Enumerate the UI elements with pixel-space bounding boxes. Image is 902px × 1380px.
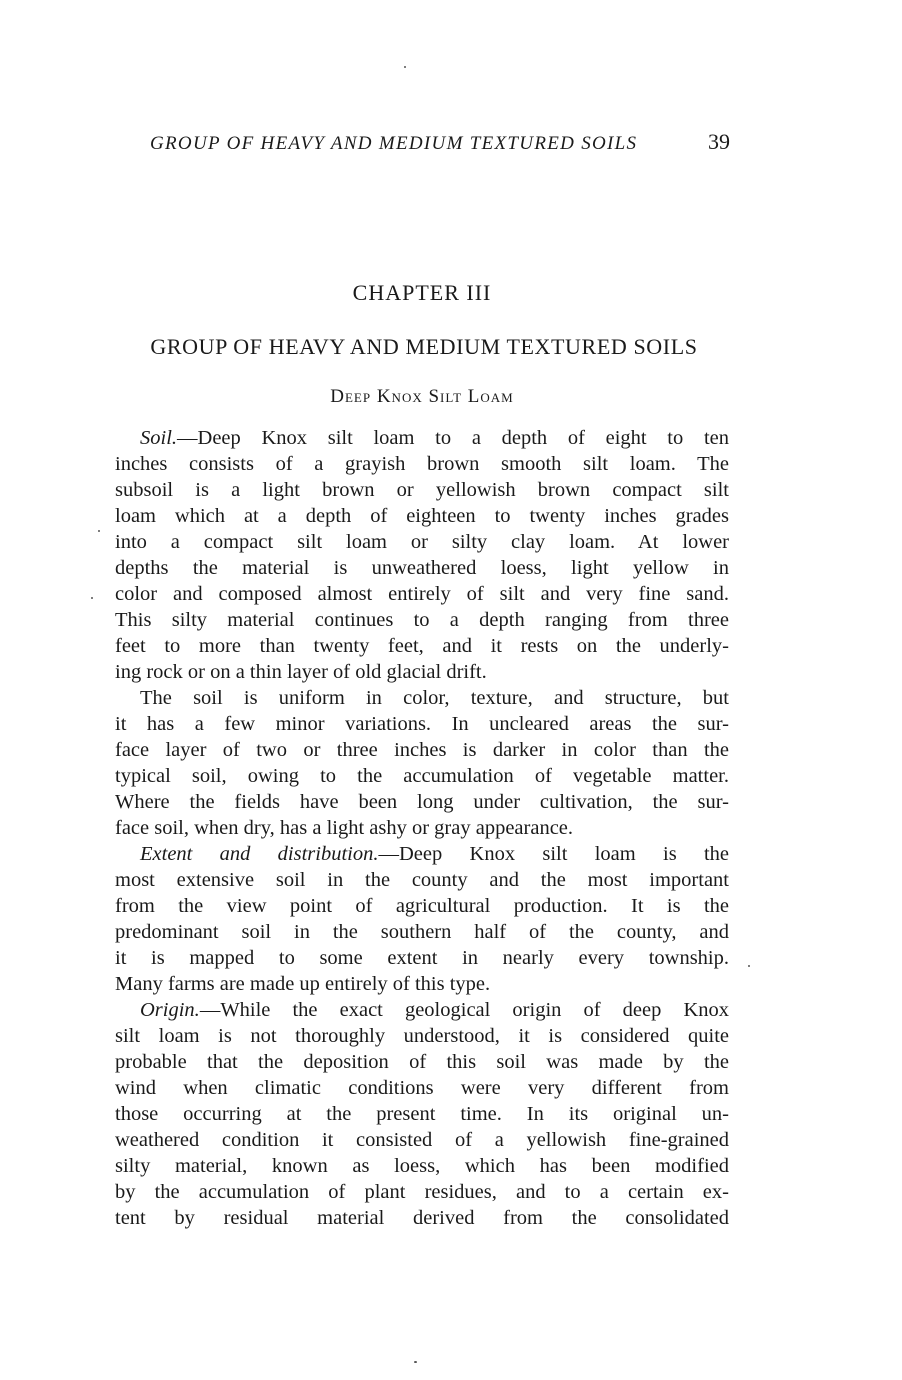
paragraph-variations <box>115 685 729 841</box>
scan-speck <box>414 1361 417 1363</box>
paragraph-lead: Origin. <box>140 999 200 1021</box>
scan-speck <box>98 530 100 532</box>
text-line: Origin.—While the exact geological origin of deep Knox <box>140 999 729 1021</box>
text-line: The soil is uniform in color, texture, and structure, but <box>140 687 729 709</box>
text-line: Where the fields have been long under cultivation, the sur- <box>115 791 729 813</box>
chapter-number: CHAPTER III <box>352 280 492 305</box>
text-line: weathered condition it consisted of a yellowish fine-grained <box>115 1129 729 1151</box>
text-line: inches consists of a grayish brown smooth silt loam. The <box>115 453 729 475</box>
scan-speck <box>404 66 406 68</box>
text-line: it is mapped to some extent in nearly every township. <box>115 947 729 969</box>
paragraph-origin <box>115 997 729 1231</box>
text-line: loam which at a depth of eighteen to twenty inches grades <box>115 505 729 527</box>
text-line: feet to more than twenty feet, and it rests on the underly- <box>115 635 729 657</box>
text-line: ing rock or on a thin layer of old glacial drift. <box>115 661 487 683</box>
section-title: Deep Knox Silt Loam <box>330 386 514 407</box>
text-line: Many farms are made up entirely of this type. <box>115 973 491 995</box>
text-line: by the accumulation of plant residues, and to a certain ex- <box>115 1181 729 1203</box>
paragraph-lead: Soil. <box>140 427 178 449</box>
text-line: depths the material is unweathered loess, light yellow in <box>115 557 729 579</box>
body-text <box>115 425 729 1231</box>
text-line: into a compact silt loam or silty clay loam. At lower <box>115 531 729 553</box>
scan-speck <box>91 597 93 599</box>
text-line: tent by residual material derived from the consolidated <box>115 1207 729 1229</box>
text-line: color and composed almost entirely of silt and very fine sand. <box>115 583 729 605</box>
text-line: silty material, known as loess, which has been modified <box>115 1155 729 1177</box>
text-line: most extensive soil in the county and the most important <box>115 869 729 891</box>
text-line: those occurring at the present time. In its original un- <box>115 1103 729 1125</box>
text-line: typical soil, owing to the accumulation of vegetable matter. <box>115 765 729 787</box>
scan-speck <box>748 965 750 967</box>
text-line: predominant soil in the southern half of the county, and <box>115 921 729 943</box>
text-line: This silty material continues to a depth ranging from three <box>115 609 729 631</box>
text-line: Extent and distribution.—Deep Knox silt loam is the <box>140 843 729 865</box>
text-line: it has a few minor variations. In uncleared areas the sur- <box>115 713 729 735</box>
paragraph-extent <box>115 841 729 997</box>
text-line: from the view point of agricultural production. It is the <box>115 895 729 917</box>
running-header <box>150 129 730 155</box>
paragraph-lead: Extent and distribution. <box>140 843 379 865</box>
page-number: 39 <box>708 129 730 154</box>
text-line: wind when climatic conditions were very different from <box>115 1077 729 1099</box>
text-line: Soil.—Deep Knox silt loam to a depth of eight to ten <box>140 427 729 449</box>
text-line: face soil, when dry, has a light ashy or gray appearance. <box>115 817 574 839</box>
text-line: subsoil is a light brown or yellowish brown compact silt <box>115 479 729 501</box>
running-title: GROUP OF HEAVY AND MEDIUM TEXTURED SOILS <box>150 133 638 154</box>
chapter-title: GROUP OF HEAVY AND MEDIUM TEXTURED SOILS <box>150 334 698 359</box>
text-line: face layer of two or three inches is darker in color than the <box>115 739 729 761</box>
text-line: probable that the deposition of this soil was made by the <box>115 1051 729 1073</box>
paragraph-soil <box>115 425 729 685</box>
text-line: silt loam is not thoroughly understood, it is considered quite <box>115 1025 729 1047</box>
